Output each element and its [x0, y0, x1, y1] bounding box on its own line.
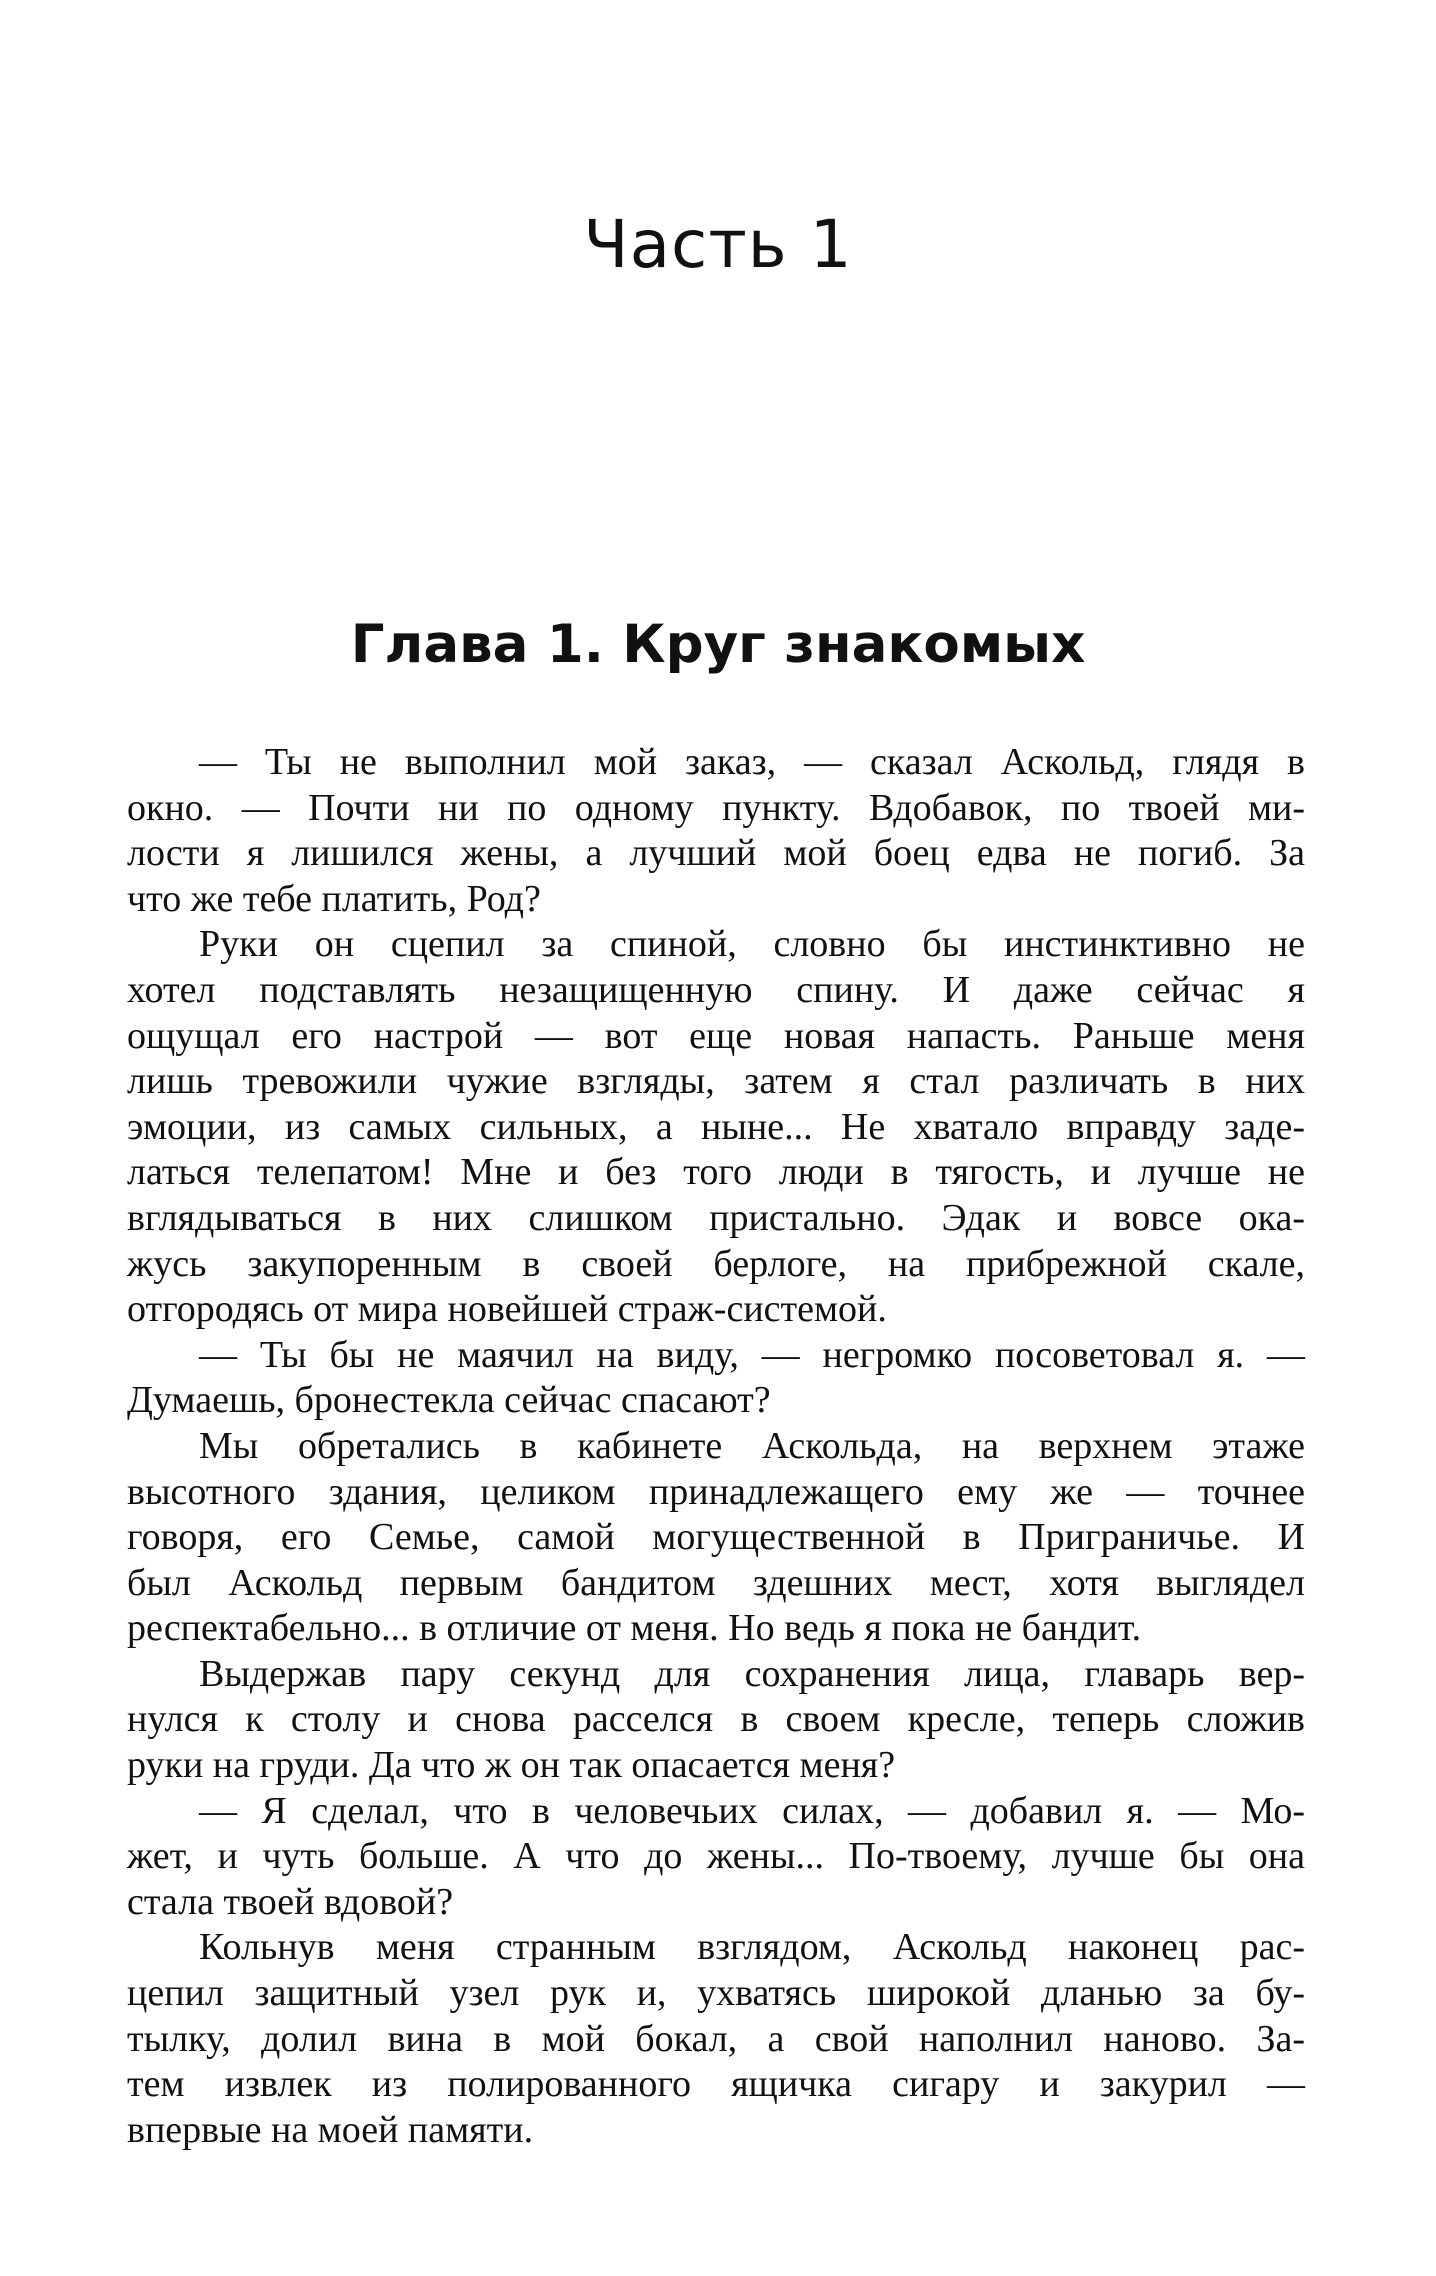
text-line: жусь закупоренным в своей берлоге, на прибрежной скале,: [127, 1242, 1305, 1285]
text-line: отгородясь от мира новейшей страж-системой.: [127, 1288, 887, 1331]
text-line: говоря, его Семье, самой могущественной в Приграничье. И: [127, 1516, 1305, 1559]
text-line: Кольнув меня странным взглядом, Аскольд наконец рас-: [199, 1926, 1305, 1969]
text-line: впервые на моей памяти.: [127, 2108, 534, 2151]
text-line: цепил защитный узел рук и, ухватясь широкой дланью за бу-: [127, 1972, 1305, 2015]
text-line: хотел подставлять незащищенную спину. И даже сейчас я: [127, 968, 1305, 1011]
text-line: руки на груди. Да что ж он так опасается меня?: [127, 1744, 896, 1787]
text-line: тем извлек из полированного ящичка сигару и закурил —: [127, 2063, 1305, 2106]
text-line: высотного здания, целиком принадлежащего ему же — точнее: [127, 1470, 1305, 1513]
part-title: Часть 1: [583, 206, 853, 283]
text-line: стала твоей вдовой?: [127, 1880, 454, 1923]
text-line: окно. — Почти ни по одному пункту. Вдобавок, по твоей ми-: [127, 786, 1305, 829]
text-line: Руки он сцепил за спиной, словно бы инстинктивно не: [199, 923, 1305, 966]
text-line: Мы обретались в кабинете Аскольда, на верхнем этаже: [199, 1424, 1305, 1467]
text-line: — Ты не выполнил мой заказ, — сказал Аскольд, глядя в: [199, 741, 1305, 783]
chapter-body-text: [127, 740, 1305, 2153]
text-line: был Аскольд первым бандитом здешних мест, хотя выглядел: [127, 1561, 1305, 1604]
text-line: лишь тревожили чужие взгляды, затем я стал различать в них: [127, 1060, 1305, 1103]
text-line: ощущал его настрой — вот еще новая напасть. Раньше меня: [127, 1014, 1305, 1057]
text-line: Думаешь, бронестекла сейчас спасают?: [127, 1379, 771, 1422]
text-line: респектабельно... в отличие от меня. Но ведь я пока не бандит.: [127, 1607, 1142, 1650]
text-line: тылку, долил вина в мой бокал, а свой наполнил наново. За-: [127, 2017, 1305, 2060]
text-line: жет, и чуть больше. А что до жены... По-твоему, лучше бы она: [127, 1835, 1305, 1878]
text-line: латься телепатом! Мне и без того люди в тягость, и лучше не: [127, 1151, 1305, 1194]
text-line: лости я лишился жены, а лучший мой боец едва не погиб. За: [127, 832, 1305, 875]
text-line: — Я сделал, что в человечьих силах, — добавил я. — Мо-: [199, 1789, 1305, 1832]
text-line: нулся к столу и снова расселся в своем кресле, теперь сложив: [127, 1698, 1305, 1741]
text-line: что же тебе платить, Род?: [127, 877, 541, 920]
text-line: — Ты бы не маячил на виду, — негромко посоветовал я. —: [199, 1333, 1305, 1376]
text-line: Выдержав пару секунд для сохранения лица, главарь вер-: [199, 1652, 1305, 1695]
text-line: вглядываться в них слишком пристально. Эдак и вовсе ока-: [127, 1196, 1305, 1239]
text-line: эмоции, из самых сильных, а ныне... Не хватало вправду заде-: [127, 1105, 1305, 1148]
chapter-title: Глава 1. Круг знакомых: [350, 614, 1086, 675]
